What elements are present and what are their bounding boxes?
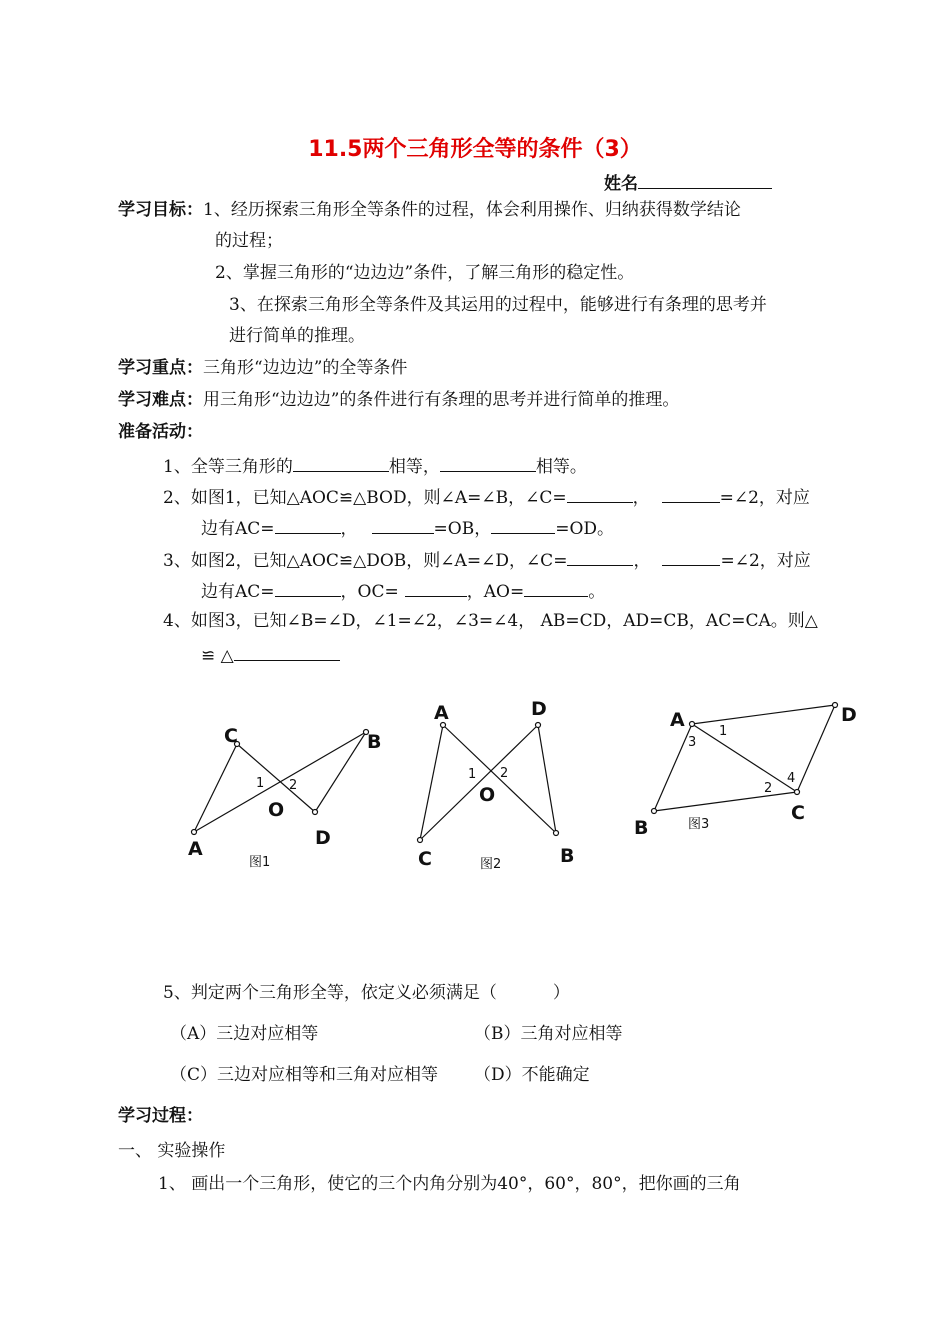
fig3-segment-cb <box>654 792 797 811</box>
figure-1 <box>180 715 400 875</box>
q5-option-a[interactable]: （A）三边对应相等 <box>170 1024 319 1044</box>
fig3-label-c: C <box>791 802 805 824</box>
fig2-caption: 图2 <box>480 857 502 872</box>
goals-row-1 <box>118 199 741 221</box>
q1-blank-1[interactable] <box>293 453 389 472</box>
fig3-caption: 图3 <box>688 817 710 832</box>
q2-text-e: ， <box>340 519 358 539</box>
difficulty-text: 用三角形“边边边”的条件进行有条理的思考并进行简单的推理。 <box>203 390 680 410</box>
q2-blank-2[interactable] <box>662 484 720 503</box>
figure-2 <box>410 692 600 877</box>
goal-3-line-2: 进行简单的推理。 <box>229 326 365 346</box>
q2-blank-4[interactable] <box>372 515 434 534</box>
q5-stem-end: ） <box>552 983 570 1003</box>
fig2-point-b <box>554 831 559 836</box>
goal-2: 2、掌握三角形的“边边边”条件，了解三角形的稳定性。 <box>215 263 635 283</box>
difficulty-label: 学习难点： <box>118 390 203 410</box>
q3-text-g: 。 <box>588 582 606 602</box>
fig2-label-b: B <box>560 845 575 867</box>
fig1-label-1: 1 <box>256 776 265 791</box>
prep-q3-line-2 <box>201 578 605 603</box>
q3-text-f: ，AO= <box>466 582 525 602</box>
key-point-label: 学习重点： <box>118 358 203 378</box>
key-point-text: 三角形“边边边”的全等条件 <box>203 358 408 378</box>
fig1-point-d <box>313 810 318 815</box>
fig3-label-4: 4 <box>787 771 796 786</box>
fig2-point-c <box>418 838 423 843</box>
q4-blank[interactable] <box>234 642 340 661</box>
fig3-segment-ac <box>692 724 797 792</box>
q2-text-a: 2、如图1，已知△AOC≌△BOD，则∠A=∠B，∠C= <box>163 488 567 508</box>
fig3-segment-ba <box>654 724 692 811</box>
fig3-label-a: A <box>670 709 685 731</box>
fig2-label-c: C <box>418 848 432 870</box>
q2-blank-3[interactable] <box>275 515 341 534</box>
q5-option-d[interactable]: （D）不能确定 <box>474 1065 590 1085</box>
q1-blank-2[interactable] <box>440 453 536 472</box>
q1-text-a: 1、全等三角形的 <box>163 457 293 477</box>
q2-text-g: =OD。 <box>555 519 615 539</box>
fig1-label-c: C <box>224 725 238 747</box>
fig2-label-1: 1 <box>468 767 477 782</box>
fig1-segment-bd <box>315 732 366 812</box>
fig1-caption: 图1 <box>249 855 271 870</box>
fig2-segment-ac <box>420 725 443 840</box>
fig2-point-d <box>536 723 541 728</box>
prep-q2-line-1 <box>163 484 810 509</box>
q3-blank-4[interactable] <box>405 578 467 597</box>
q3-text-c: =∠2，对应 <box>720 551 811 571</box>
prep-q3-line-1 <box>163 547 811 572</box>
page-title: 11.5两个三角形全等的条件（3） <box>308 137 642 162</box>
q3-blank-5[interactable] <box>524 578 588 597</box>
fig3-point-b <box>652 809 657 814</box>
fig1-label-d: D <box>315 827 331 849</box>
q3-blank-3[interactable] <box>275 578 341 597</box>
q1-text-c: 相等。 <box>535 457 587 477</box>
fig2-label-2: 2 <box>500 766 509 781</box>
goal-1-line-1: 1、经历探索三角形全等条件的过程，体会利用操作、归纳获得数学结论 <box>203 200 741 220</box>
q2-text-c: =∠2，对应 <box>719 488 810 508</box>
process-item-1: 1、 画出一个三角形，使它的三个内角分别为40°，60°，80°，把你画的三角 <box>158 1174 741 1194</box>
fig2-label-d: D <box>531 698 547 720</box>
name-blank[interactable] <box>638 170 772 189</box>
process-section-1: 一、 实验操作 <box>118 1141 226 1161</box>
q5-stem-text: 5、判定两个三角形全等，依定义必须满足（ <box>163 983 497 1003</box>
q3-blank-1[interactable] <box>567 547 633 566</box>
goal-3-line-1: 3、在探索三角形全等条件及其运用的过程中，能够进行有条理的思考并 <box>229 295 767 315</box>
figure-3 <box>630 695 870 845</box>
fig3-label-2: 2 <box>764 781 773 796</box>
goal-1-line-2: 的过程； <box>215 231 283 251</box>
fig3-segment-ad <box>692 705 835 724</box>
prep-q1 <box>163 453 587 478</box>
difficulty-row <box>118 389 679 411</box>
q2-text-b: ， <box>632 488 650 508</box>
prep-label: 准备活动： <box>118 422 203 442</box>
q2-text-f: =OB， <box>433 519 492 539</box>
q5-stem <box>163 982 570 1004</box>
q3-text-b: ， <box>633 551 651 571</box>
fig2-segment-dc <box>420 725 538 840</box>
process-label: 学习过程： <box>118 1106 203 1126</box>
fig2-label-a: A <box>434 702 449 724</box>
prep-q4-line-2 <box>201 642 340 667</box>
fig3-label-1: 1 <box>719 724 728 739</box>
fig1-label-o: O <box>268 799 285 821</box>
fig3-point-c <box>795 790 800 795</box>
q3-blank-2[interactable] <box>662 547 720 566</box>
fig3-label-3: 3 <box>688 735 697 750</box>
name-field-row <box>604 170 772 195</box>
fig1-point-a <box>192 830 197 835</box>
q3-text-e: ，OC= <box>340 582 399 602</box>
q3-text-d: 边有AC= <box>201 582 275 602</box>
fig1-segment-ca <box>194 744 237 832</box>
key-point-row <box>118 357 407 379</box>
q3-text-a: 3、如图2，已知△AOC≌△DOB，则∠A=∠D，∠C= <box>163 551 568 571</box>
q5-option-b[interactable]: （B）三角对应相等 <box>474 1024 623 1044</box>
fig2-label-o: O <box>479 784 496 806</box>
fig1-label-2: 2 <box>289 778 298 793</box>
fig3-point-a <box>690 722 695 727</box>
fig3-segment-dc <box>797 705 835 792</box>
fig3-label-b: B <box>634 817 649 839</box>
prep-q4-line-1: 4、如图3，已知∠B=∠D，∠1=∠2，∠3=∠4， AB=CD，AD=CB，AC=CA。则△ <box>163 611 818 631</box>
q1-text-b: 相等， <box>388 457 440 477</box>
name-label: 姓名 <box>604 174 638 194</box>
fig1-label-a: A <box>188 838 203 860</box>
fig2-segment-db <box>538 725 556 833</box>
q2-text-d: 边有AC= <box>201 519 275 539</box>
q2-blank-5[interactable] <box>491 515 555 534</box>
fig3-label-d: D <box>841 704 857 726</box>
fig1-label-b: B <box>367 731 382 753</box>
goals-label: 学习目标： <box>118 200 203 220</box>
prep-q2-line-2 <box>201 515 614 540</box>
fig3-point-d <box>833 703 838 708</box>
q5-option-c[interactable]: （C）三边对应相等和三角对应相等 <box>170 1065 439 1085</box>
q2-blank-1[interactable] <box>567 484 633 503</box>
q4-text-b: ≌ △ <box>201 646 234 666</box>
